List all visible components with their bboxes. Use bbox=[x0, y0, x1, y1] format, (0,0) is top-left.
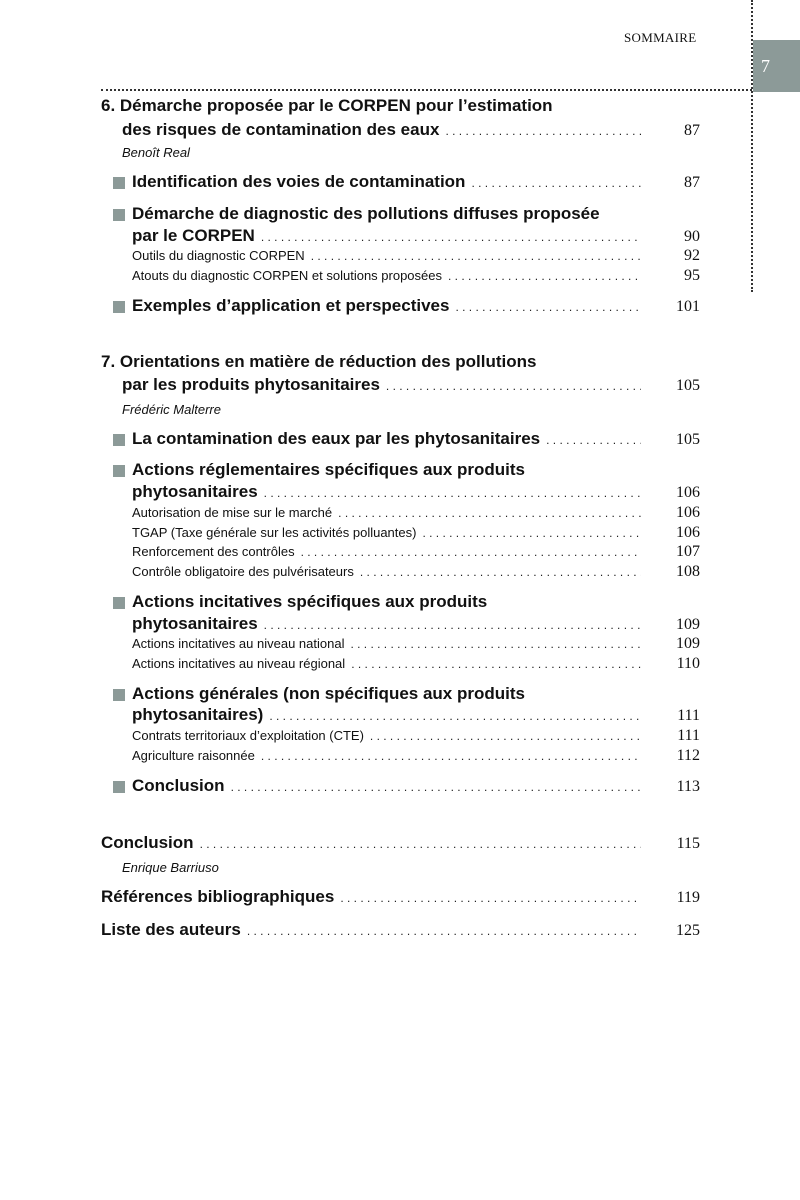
entry-label: Actions incitatives au niveau national bbox=[132, 636, 345, 651]
section-title: Actions réglementaires spécifiques aux produits bbox=[132, 460, 526, 479]
toc-entry-subsection[interactable] bbox=[132, 543, 700, 565]
dot-leader bbox=[360, 565, 641, 579]
dot-leader bbox=[200, 837, 641, 851]
page-number: 111 bbox=[677, 707, 700, 724]
running-header: SOMMAIRE bbox=[624, 30, 697, 45]
bullet-square-icon bbox=[113, 301, 125, 313]
entry-label: des risques de contamination des eaux bbox=[122, 120, 440, 139]
entry-label: Agriculture raisonnée bbox=[132, 748, 255, 763]
page-number: 107 bbox=[676, 543, 700, 560]
entry-label: phytosanitaires) bbox=[132, 705, 264, 724]
entry-label: phytosanitaires bbox=[132, 614, 258, 633]
dot-leader bbox=[261, 749, 641, 763]
entry-label: Atouts du diagnostic CORPEN et solutions proposées bbox=[132, 268, 443, 283]
toc-entry-subsection[interactable] bbox=[132, 247, 700, 269]
page-number: 108 bbox=[676, 563, 700, 580]
page-number-tab: 7 bbox=[753, 40, 800, 92]
chapter-author: Enrique Barriuso bbox=[122, 860, 219, 875]
chapter-author: Benoît Real bbox=[122, 145, 190, 160]
toc-entry-section[interactable] bbox=[132, 614, 700, 636]
dot-leader bbox=[448, 269, 641, 283]
page-number: 115 bbox=[676, 835, 700, 852]
horizontal-dotted-divider bbox=[101, 89, 752, 91]
toc-entry-subsection[interactable] bbox=[132, 504, 700, 526]
entry-label: Actions incitatives au niveau régional bbox=[132, 656, 346, 671]
entry-label: par le CORPEN bbox=[132, 226, 255, 245]
dot-leader bbox=[264, 618, 641, 632]
toc-entry-chapter-6[interactable] bbox=[122, 120, 700, 142]
bullet-square-icon bbox=[113, 465, 125, 477]
entry-label: Identification des voies de contamination bbox=[132, 172, 466, 191]
toc-entry-section[interactable] bbox=[132, 296, 700, 318]
page-number: 105 bbox=[676, 377, 700, 394]
dot-leader bbox=[546, 433, 641, 447]
entry-label: Autorisation de mise sur le marché bbox=[132, 505, 333, 520]
page-number: 92 bbox=[684, 247, 700, 264]
dot-leader bbox=[338, 506, 641, 520]
entry-label: Contrats territoriaux d’exploitation (CTE) bbox=[132, 728, 364, 743]
entry-label: La contamination des eaux par les phytosanitaires bbox=[132, 429, 541, 448]
bullet-square-icon bbox=[113, 434, 125, 446]
dot-leader bbox=[471, 176, 641, 190]
dot-leader bbox=[261, 230, 641, 244]
page-number: 101 bbox=[676, 298, 700, 315]
entry-label: TGAP (Taxe générale sur les activités polluantes) bbox=[132, 525, 417, 540]
entry-label: phytosanitaires bbox=[132, 482, 258, 501]
page-number: 87 bbox=[684, 122, 700, 139]
page-number: 87 bbox=[684, 174, 700, 191]
page-number: 106 bbox=[676, 484, 700, 501]
bullet-square-icon bbox=[113, 209, 125, 221]
entry-label: Conclusion bbox=[101, 833, 194, 852]
entry-label: Références bibliographiques bbox=[101, 887, 335, 906]
page-number: 125 bbox=[676, 922, 700, 939]
page-number: 90 bbox=[684, 228, 700, 245]
toc-entry-subsection[interactable] bbox=[132, 635, 700, 657]
toc-entry-section[interactable] bbox=[132, 172, 700, 194]
chapter-author: Frédéric Malterre bbox=[122, 402, 221, 417]
toc-entry-section[interactable] bbox=[132, 482, 700, 504]
toc-entry-conclusion[interactable] bbox=[101, 833, 700, 855]
dot-leader bbox=[311, 249, 641, 263]
dot-leader bbox=[231, 780, 641, 794]
entry-label: Liste des auteurs bbox=[101, 920, 241, 939]
page-number: 105 bbox=[676, 431, 700, 448]
bullet-square-icon bbox=[113, 597, 125, 609]
dot-leader bbox=[301, 545, 641, 559]
dot-leader bbox=[247, 924, 641, 938]
dot-leader bbox=[370, 729, 641, 743]
toc-entry-chapter-7[interactable] bbox=[122, 375, 700, 397]
page-number: 109 bbox=[676, 616, 700, 633]
entry-label: par les produits phytosanitaires bbox=[122, 375, 380, 394]
entry-label: Outils du diagnostic CORPEN bbox=[132, 248, 305, 263]
chapter-6-title: 6. Démarche proposée par le CORPEN pour l’estimation bbox=[101, 96, 553, 115]
dot-leader bbox=[386, 379, 641, 393]
section-title: Actions incitatives spécifiques aux produits bbox=[132, 592, 488, 611]
toc-entry-subsection[interactable] bbox=[132, 655, 700, 677]
toc-entry-subsection[interactable] bbox=[132, 727, 700, 749]
entry-label: Conclusion bbox=[132, 776, 225, 795]
bullet-square-icon bbox=[113, 177, 125, 189]
page-number: 106 bbox=[676, 504, 700, 521]
bullet-square-icon bbox=[113, 689, 125, 701]
page-number: 106 bbox=[676, 524, 700, 541]
page-number: 119 bbox=[676, 889, 700, 906]
toc-entry-section[interactable] bbox=[132, 705, 700, 727]
page-number: 110 bbox=[676, 655, 700, 672]
toc-entry-section[interactable] bbox=[132, 776, 700, 798]
toc-entry-subsection[interactable] bbox=[132, 267, 700, 289]
toc-entry-section[interactable] bbox=[132, 226, 700, 248]
chapter-7-title: 7. Orientations en matière de réduction des pollutions bbox=[101, 352, 537, 371]
bullet-square-icon bbox=[113, 781, 125, 793]
page-number: 111 bbox=[677, 727, 700, 744]
dot-leader bbox=[350, 637, 641, 651]
entry-label: Exemples d’application et perspectives bbox=[132, 296, 450, 315]
dot-leader bbox=[422, 526, 641, 540]
entry-label: Renforcement des contrôles bbox=[132, 544, 295, 559]
page-number: 95 bbox=[684, 267, 700, 284]
section-title: Actions générales (non spécifiques aux produits bbox=[132, 684, 525, 703]
toc-entry-references[interactable] bbox=[101, 887, 700, 909]
toc-entry-subsection[interactable] bbox=[132, 563, 700, 585]
dot-leader bbox=[269, 709, 641, 723]
page-number: 109 bbox=[676, 635, 700, 652]
entry-label: Contrôle obligatoire des pulvérisateurs bbox=[132, 564, 354, 579]
dot-leader bbox=[455, 300, 641, 314]
page-number: 113 bbox=[676, 778, 700, 795]
dot-leader bbox=[351, 657, 641, 671]
dot-leader bbox=[264, 486, 641, 500]
section-title: Démarche de diagnostic des pollutions diffuses proposée bbox=[132, 204, 600, 223]
toc-entry-subsection[interactable] bbox=[132, 747, 700, 769]
dot-leader bbox=[340, 891, 641, 905]
page-number: 112 bbox=[676, 747, 700, 764]
toc-entry-authors-list[interactable] bbox=[101, 920, 700, 942]
toc-entry-section[interactable] bbox=[132, 429, 700, 451]
dot-leader bbox=[445, 124, 641, 138]
